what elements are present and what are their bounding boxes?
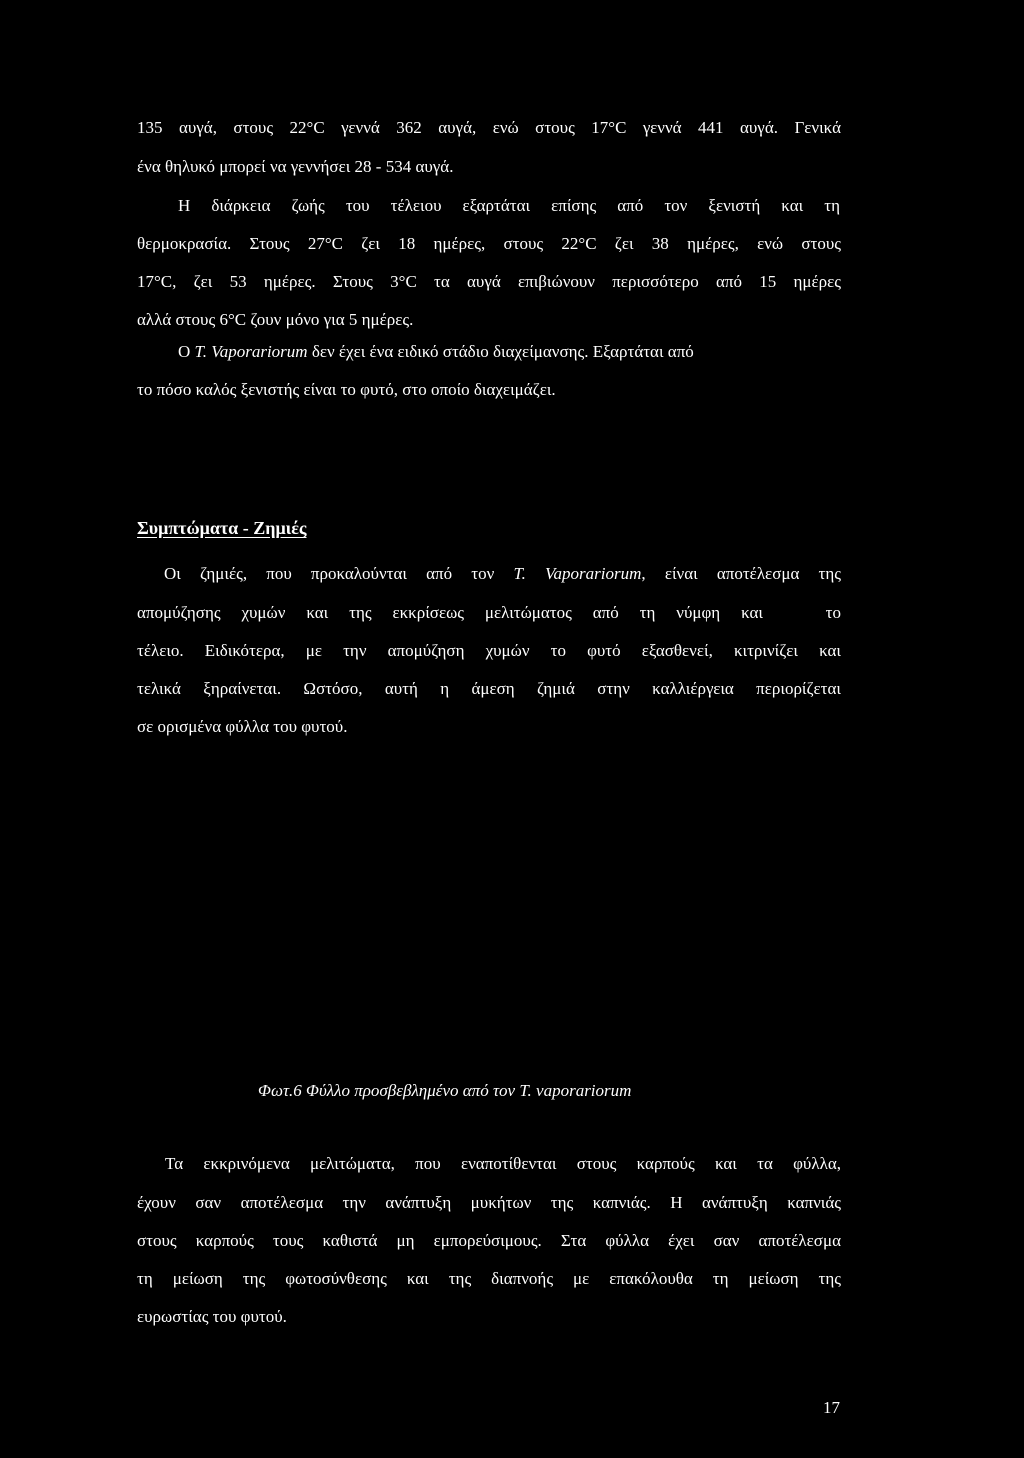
body-text-line: 17°C, ζει 53 ημέρες. Στους 3°C τα αυγά επιβιώνουν περισσότερο από 15 ημέρες [137, 272, 841, 291]
photo-caption: Φωτ.6 Φύλλο προσβεβλημένο από τον T. vaporariorum [258, 1081, 632, 1100]
body-text-line: απομύζησης χυμών και της εκκρίσεως μελιτώματος από τη νύμφη και το [137, 603, 841, 622]
body-text-line: το πόσο καλός ξενιστής είναι το φυτό, στο οποίο διαχειμάζει. [137, 380, 556, 399]
body-text-line: τελικά ξηραίνεται. Ωστόσο, αυτή η άμεση ζημιά στην καλλιέργεια περιορίζεται [137, 679, 841, 698]
body-text-line: Η διάρκεια ζωής του τέλειου εξαρτάται επίσης από τον ξενιστή και τη [178, 196, 840, 215]
body-text: Ο [178, 342, 195, 361]
species-name: T. Vaporariorum [194, 342, 308, 361]
section-heading: Συμπτώματα - Ζημιές [137, 518, 307, 538]
body-text-line [178, 342, 694, 362]
body-text-line: ευρωστίας του φυτού. [137, 1307, 287, 1326]
body-text-line: ένα θηλυκό μπορεί να γεννήσει 28 - 534 αυγά. [137, 157, 454, 176]
body-text: Οι ζημιές, που προκαλούνται από τον [164, 564, 514, 583]
body-text: δεν έχει ένα ειδικό στάδιο διαχείμανσης. Εξαρτάται από [307, 342, 694, 361]
body-text-line: στους καρπούς τους καθιστά μη εμπορεύσιμους. Στα φύλλα έχει σαν αποτέλεσμα [137, 1231, 841, 1250]
body-text-line: σε ορισμένα φύλλα του φυτού. [137, 717, 348, 736]
body-text-line [164, 564, 841, 584]
species-name: T. Vaporariorum [513, 564, 642, 583]
body-text-line: 135 αυγά, στους 22°C γεννά 362 αυγά, ενώ στους 17°C γεννά 441 αυγά. Γενικά [137, 118, 841, 137]
body-text-line: θερμοκρασία. Στους 27°C ζει 18 ημέρες, στους 22°C ζει 38 ημέρες, ενώ στους [137, 234, 841, 253]
body-text-line: Τα εκκρινόμενα μελιτώματα, που εναποτίθενται στους καρπούς και τα φύλλα, [165, 1154, 841, 1173]
body-text: , είναι αποτέλεσμα της [641, 564, 841, 583]
body-text-line: αλλά στους 6°C ζουν μόνο για 5 ημέρες. [137, 310, 414, 329]
body-text-line: τη μείωση της φωτοσύνθεσης και της διαπνοής με επακόλουθα τη μείωση της [137, 1269, 841, 1288]
body-text-line: τέλειο. Ειδικότερα, με την απομύζηση χυμών το φυτό εξασθενεί, κιτρινίζει και [137, 641, 841, 660]
body-text-line: έχουν σαν αποτέλεσμα την ανάπτυξη μυκήτων της καπνιάς. Η ανάπτυξη καπνιάς [137, 1193, 841, 1212]
page-number: 17 [823, 1398, 840, 1417]
